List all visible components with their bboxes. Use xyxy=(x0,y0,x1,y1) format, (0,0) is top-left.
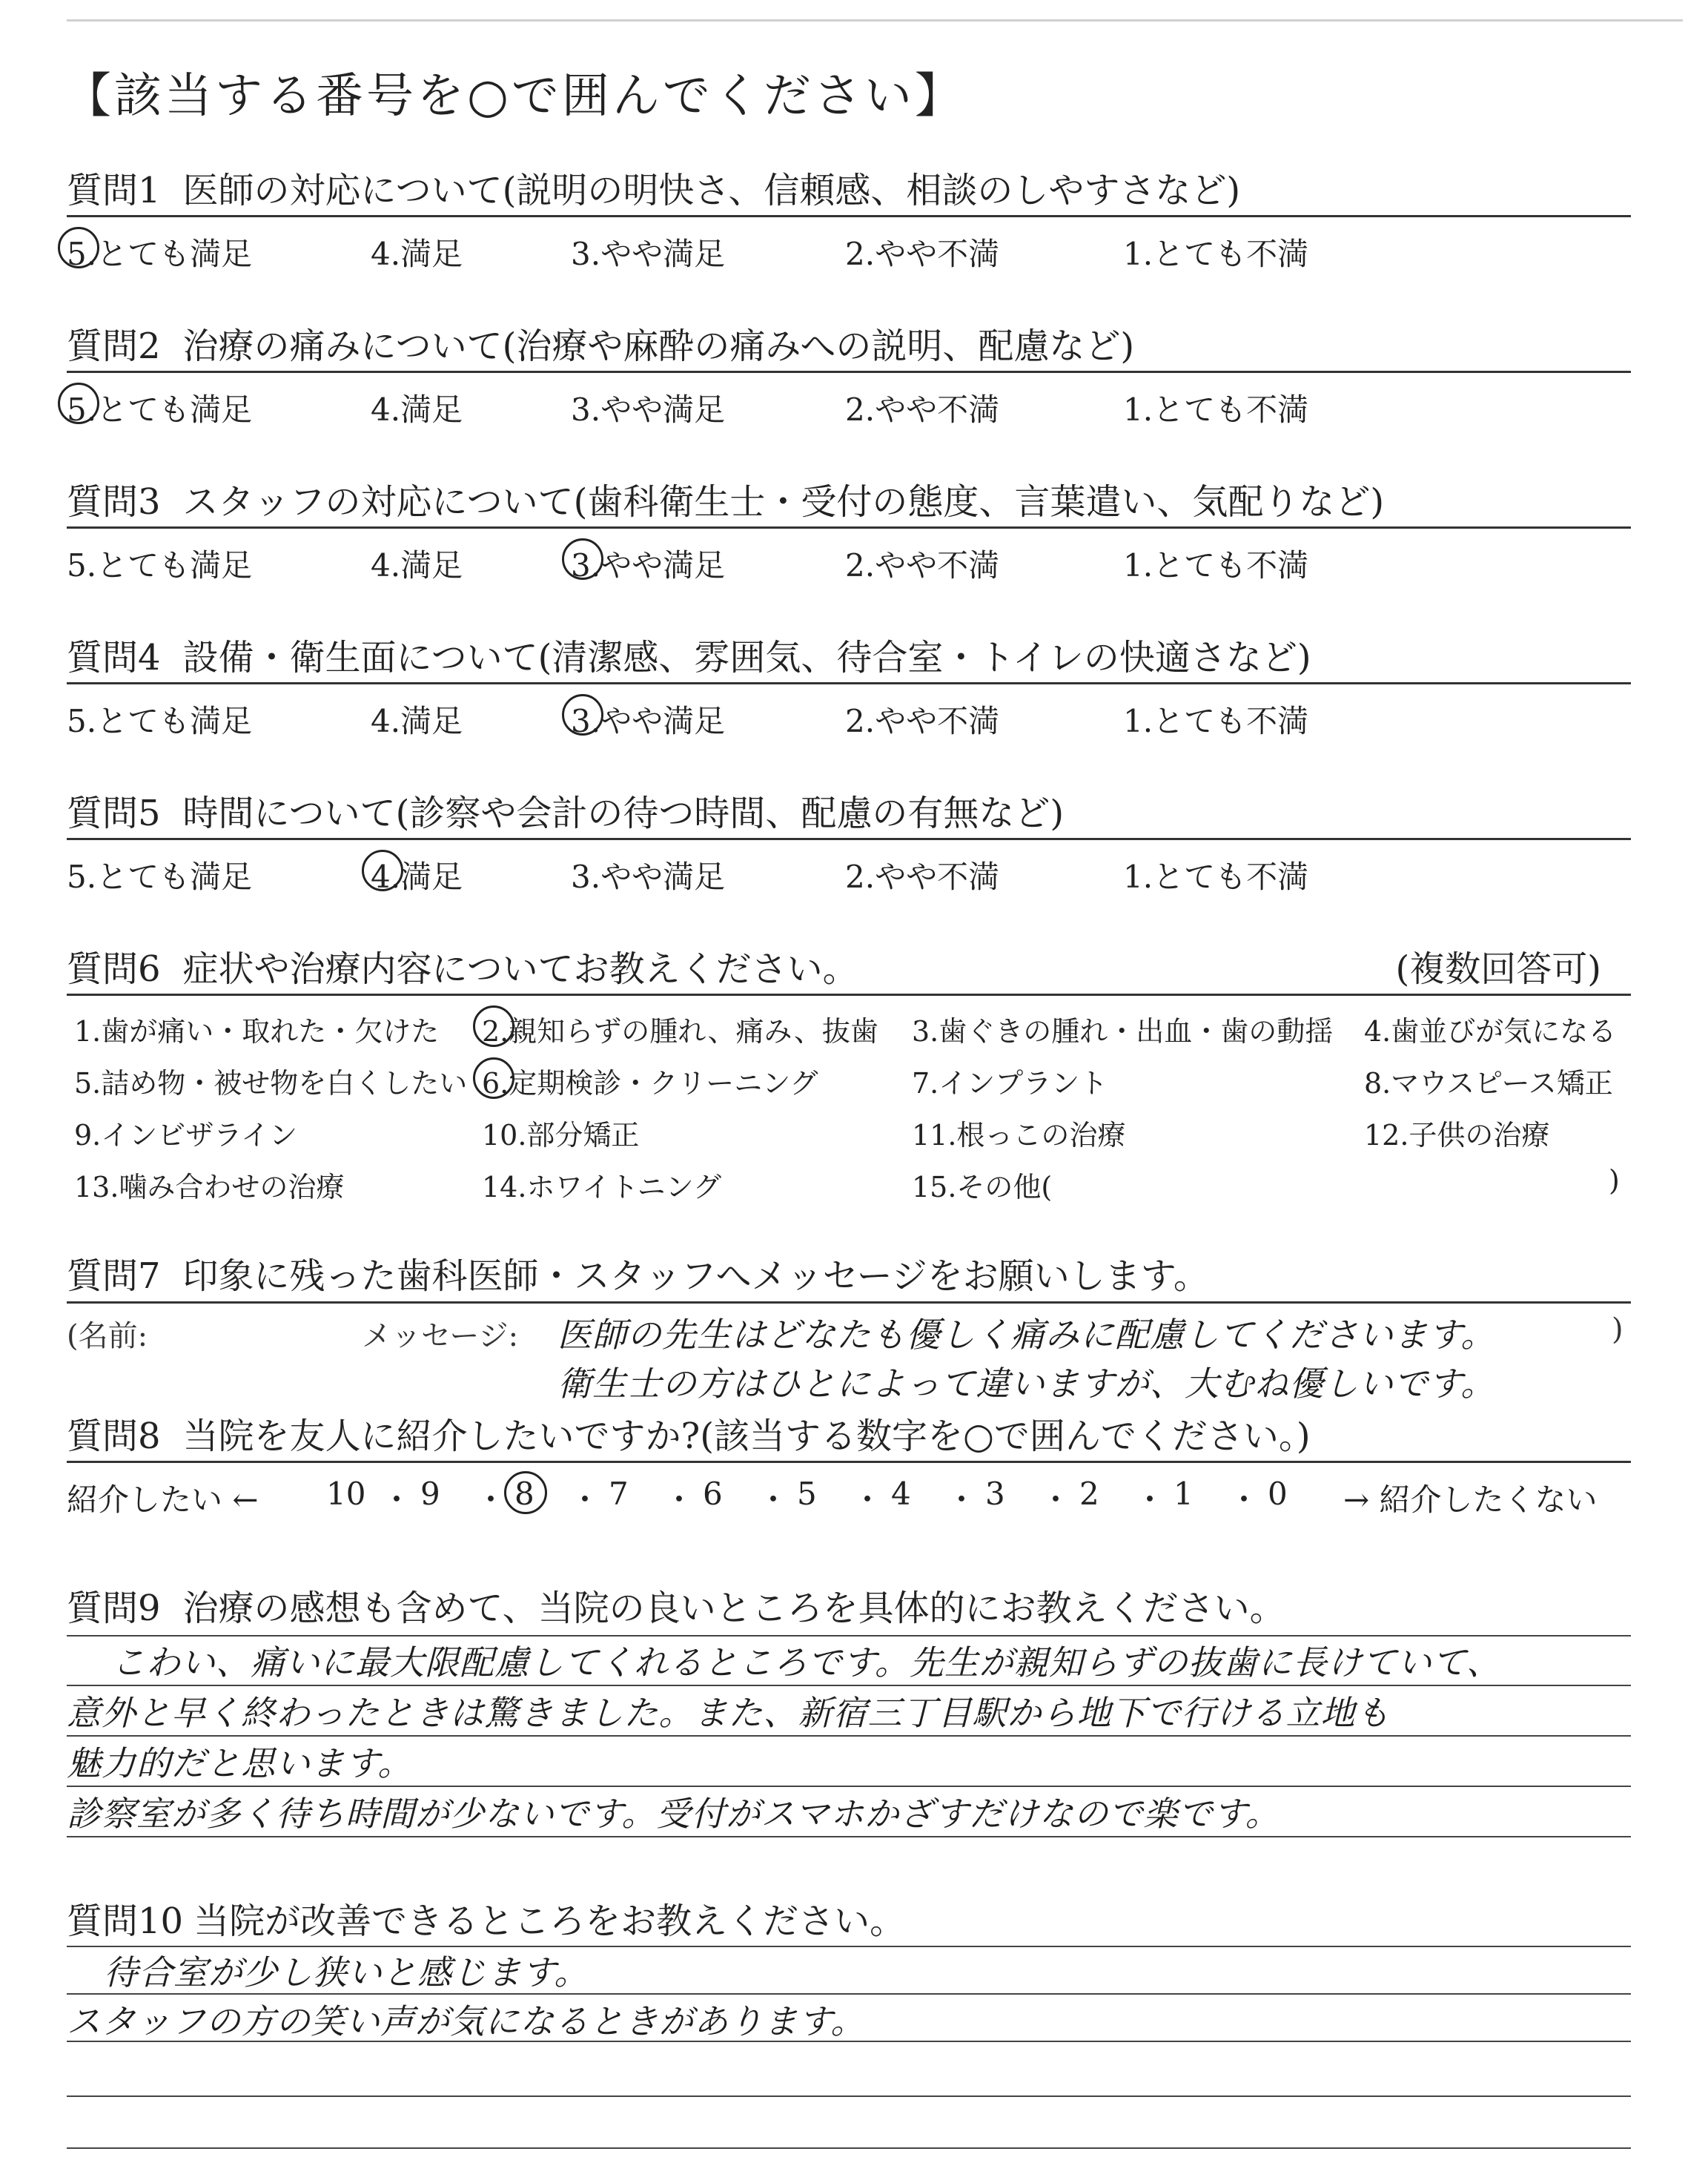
message-label: メッセージ: xyxy=(362,1319,519,1353)
scale-right-label: → 紹介したくない xyxy=(1343,1482,1598,1518)
page-title: 【該当する番号を○で囲んでください】 xyxy=(64,69,965,124)
scale-value[interactable]: 10 xyxy=(326,1476,366,1512)
question-10-heading xyxy=(67,1892,1631,1943)
symptom-option[interactable]: 3.歯ぐきの腫れ・出血・歯の動揺 xyxy=(912,1015,1334,1048)
question-number: 質問3 xyxy=(67,481,161,523)
rating-option-selected[interactable]: 5.とても満足 xyxy=(67,386,252,430)
rating-option[interactable]: 4.満足 xyxy=(371,703,463,739)
page-top-line xyxy=(67,19,1683,22)
q9-answer-line-2[interactable]: 意外と早く終わったときは驚きました。また、新宿三丁目駅から地下で行ける立地も xyxy=(67,1693,1391,1733)
scale-separator: ・ xyxy=(946,1482,978,1518)
question-4-options xyxy=(67,697,1631,742)
scale-value[interactable]: 2 xyxy=(1079,1476,1099,1512)
scale-separator: ・ xyxy=(569,1482,601,1518)
message-close-paren: ) xyxy=(1612,1312,1623,1347)
question-number: 質問8 xyxy=(67,1416,161,1457)
question-4-heading xyxy=(67,629,1631,680)
question-text: 当院が改善できるところをお教えください。 xyxy=(193,1900,906,1942)
q9-answer-line-3[interactable]: 魅力的だと思います。 xyxy=(67,1743,413,1783)
question-text: 症状や治療内容についてお教えください。 xyxy=(182,948,858,990)
scale-value[interactable]: 3 xyxy=(985,1476,1005,1512)
scale-separator: ・ xyxy=(475,1482,507,1518)
scale-left-label: 紹介したい ← xyxy=(67,1482,259,1518)
scale-separator: ・ xyxy=(1134,1482,1166,1518)
symptom-option[interactable]: 13.噛み合わせの治療 xyxy=(74,1171,345,1203)
symptom-option[interactable]: 1.歯が痛い・取れた・欠けた xyxy=(74,1015,440,1048)
question-1-heading xyxy=(67,162,1631,213)
rating-option[interactable]: 3.やや満足 xyxy=(571,236,726,272)
rating-option[interactable]: 5.とても満足 xyxy=(67,703,253,739)
question-number: 質問6 xyxy=(67,948,161,990)
question-2-heading xyxy=(67,317,1631,369)
symptom-option-selected[interactable]: 2.親知らずの腫れ、痛み、抜歯 xyxy=(482,1008,878,1049)
multiple-answer-note: (複数回答可) xyxy=(1395,948,1601,990)
rating-option-selected[interactable]: 4.満足 xyxy=(371,853,463,897)
scale-separator: ・ xyxy=(381,1482,413,1518)
question-number: 質問4 xyxy=(67,637,161,678)
message-line-1[interactable]: 医師の先生はどなたも優しく痛みに配慮してくださいます。 xyxy=(557,1315,1496,1355)
question-text: 印象に残った歯科医師・スタッフへメッセージをお願いします。 xyxy=(182,1255,1209,1297)
scale-separator: ・ xyxy=(663,1482,695,1518)
question-text: 当院を友人に紹介したいですか?(該当する数字を○で囲んでください。) xyxy=(182,1416,1311,1457)
rating-option[interactable]: 2.やや不満 xyxy=(845,236,1000,272)
symptom-option[interactable]: 5.詰め物・被せ物を白くしたい xyxy=(74,1067,468,1100)
rating-option[interactable]: 4.満足 xyxy=(371,236,463,272)
symptom-option[interactable]: 9.インビザライン xyxy=(74,1119,298,1152)
question-6-heading xyxy=(67,940,1631,991)
question-number: 質問5 xyxy=(67,793,161,834)
q9-answer-line-4[interactable]: 診察室が多く待ち時間が少ないです。受付がスマホかざすだけなので楽です。 xyxy=(67,1794,1280,1834)
rating-option[interactable]: 1.とても不満 xyxy=(1123,703,1309,739)
question-7-heading xyxy=(67,1247,1631,1298)
symptom-option-selected[interactable]: 6.定期検診・クリーニング xyxy=(482,1060,818,1101)
symptom-option[interactable]: 7.インプラント xyxy=(912,1067,1108,1100)
question-3-options xyxy=(67,541,1631,586)
scale-separator: ・ xyxy=(758,1482,790,1518)
question-9-heading xyxy=(67,1579,1631,1631)
symptom-option[interactable]: 8.マウスピース矯正 xyxy=(1364,1067,1613,1100)
scale-value[interactable]: 9 xyxy=(420,1476,440,1512)
q10-line-rule xyxy=(67,2147,1631,2149)
question-text: 時間について(診察や会計の待つ時間、配慮の有無など) xyxy=(182,793,1065,834)
question-6-rule xyxy=(67,994,1631,996)
question-number: 質問10 xyxy=(67,1900,184,1942)
rating-option-selected[interactable]: 5.とても満足 xyxy=(67,230,252,274)
rating-option-selected[interactable]: 3.やや満足 xyxy=(571,697,725,742)
question-number: 質問2 xyxy=(67,326,161,367)
scale-value[interactable]: 7 xyxy=(609,1476,629,1512)
rating-option[interactable]: 2.やや不満 xyxy=(845,859,1000,895)
question-5-rule xyxy=(67,838,1631,840)
scale-value[interactable]: 5 xyxy=(797,1476,817,1512)
rating-option[interactable]: 2.やや不満 xyxy=(845,547,1000,584)
scale-value[interactable]: 4 xyxy=(891,1476,911,1512)
rating-option[interactable]: 4.満足 xyxy=(371,392,463,428)
symptom-option[interactable]: 12.子供の治療 xyxy=(1364,1119,1550,1152)
rating-option[interactable]: 3.やや満足 xyxy=(571,392,726,428)
rating-option[interactable]: 2.やや不満 xyxy=(845,392,1000,428)
symptom-option[interactable]: 4.歯並びが気になる xyxy=(1364,1015,1617,1048)
question-number: 質問1 xyxy=(67,170,161,211)
q9-line-rule xyxy=(67,1836,1631,1837)
question-2-options xyxy=(67,386,1631,430)
rating-option-selected[interactable]: 3.やや満足 xyxy=(571,541,725,586)
scale-value[interactable]: 6 xyxy=(703,1476,723,1512)
question-8-rule xyxy=(67,1461,1631,1463)
symptom-option[interactable]: 15.その他( xyxy=(912,1171,1053,1203)
scale-value-selected[interactable]: 8 xyxy=(514,1476,534,1512)
rating-option[interactable]: 4.満足 xyxy=(371,547,463,584)
message-line-2[interactable]: 衛生士の方はひとによって違いますが、大むね優しいです。 xyxy=(557,1364,1496,1404)
scale-separator: ・ xyxy=(1040,1482,1072,1518)
question-text: 治療の痛みについて(治療や麻酔の痛みへの説明、配慮など) xyxy=(182,326,1135,367)
rating-option[interactable]: 1.とても不満 xyxy=(1123,392,1309,428)
question-text: 治療の感想も含めて、当院の良いところを具体的にお教えください。 xyxy=(182,1588,1285,1629)
rating-option[interactable]: 5.とても満足 xyxy=(67,859,253,895)
question-text: 医師の対応について(説明の明快さ、信頼感、相談のしやすさなど) xyxy=(182,170,1241,211)
question-number: 質問9 xyxy=(67,1588,161,1629)
question-2-rule xyxy=(67,371,1631,373)
symptom-option[interactable]: 14.ホワイトニング xyxy=(482,1171,722,1203)
scale-value[interactable]: 0 xyxy=(1268,1476,1288,1512)
rating-option[interactable]: 1.とても不満 xyxy=(1123,859,1309,895)
rating-option[interactable]: 2.やや不満 xyxy=(845,703,1000,739)
q9-answer-line-1[interactable]: こわい、痛いに最大限配慮してくれるところです。先生が親知らずの抜歯に長けていて、 xyxy=(111,1642,1501,1682)
rating-option[interactable]: 1.とても不満 xyxy=(1123,236,1309,272)
question-3-rule xyxy=(67,526,1631,529)
question-text: 設備・衛生面について(清潔感、雰囲気、待合室・トイレの快適さなど) xyxy=(182,637,1311,678)
question-1-options xyxy=(67,230,1631,274)
q10-answer-line-1[interactable]: 待合室が少し狭いと感じます。 xyxy=(104,1952,589,1992)
rating-option[interactable]: 1.とても不満 xyxy=(1123,547,1309,584)
question-5-heading xyxy=(67,785,1631,836)
question-7-rule xyxy=(67,1301,1631,1304)
question-1-rule xyxy=(67,215,1631,217)
question-4-rule xyxy=(67,682,1631,684)
question-text: スタッフの対応について(歯科衛生士・受付の態度、言葉遣い、気配りなど) xyxy=(182,481,1385,523)
other-close-paren: ) xyxy=(1609,1164,1620,1197)
question-5-options xyxy=(67,853,1631,897)
question-8-heading xyxy=(67,1407,1631,1459)
scale-separator: ・ xyxy=(1228,1482,1260,1518)
scale-value[interactable]: 1 xyxy=(1174,1476,1194,1512)
rating-option[interactable]: 3.やや満足 xyxy=(571,859,726,895)
q10-line-rule xyxy=(67,2095,1631,2097)
question-number: 質問7 xyxy=(67,1255,161,1297)
q10-answer-line-2[interactable]: スタッフの方の笑い声が気になるときがあります。 xyxy=(67,2001,866,2041)
rating-option[interactable]: 5.とても満足 xyxy=(67,547,253,584)
question-3-heading xyxy=(67,473,1631,524)
name-label: (名前: xyxy=(67,1319,148,1353)
symptom-option[interactable]: 10.部分矯正 xyxy=(482,1119,640,1152)
scale-separator: ・ xyxy=(852,1482,884,1518)
symptom-option[interactable]: 11.根っこの治療 xyxy=(912,1119,1126,1152)
